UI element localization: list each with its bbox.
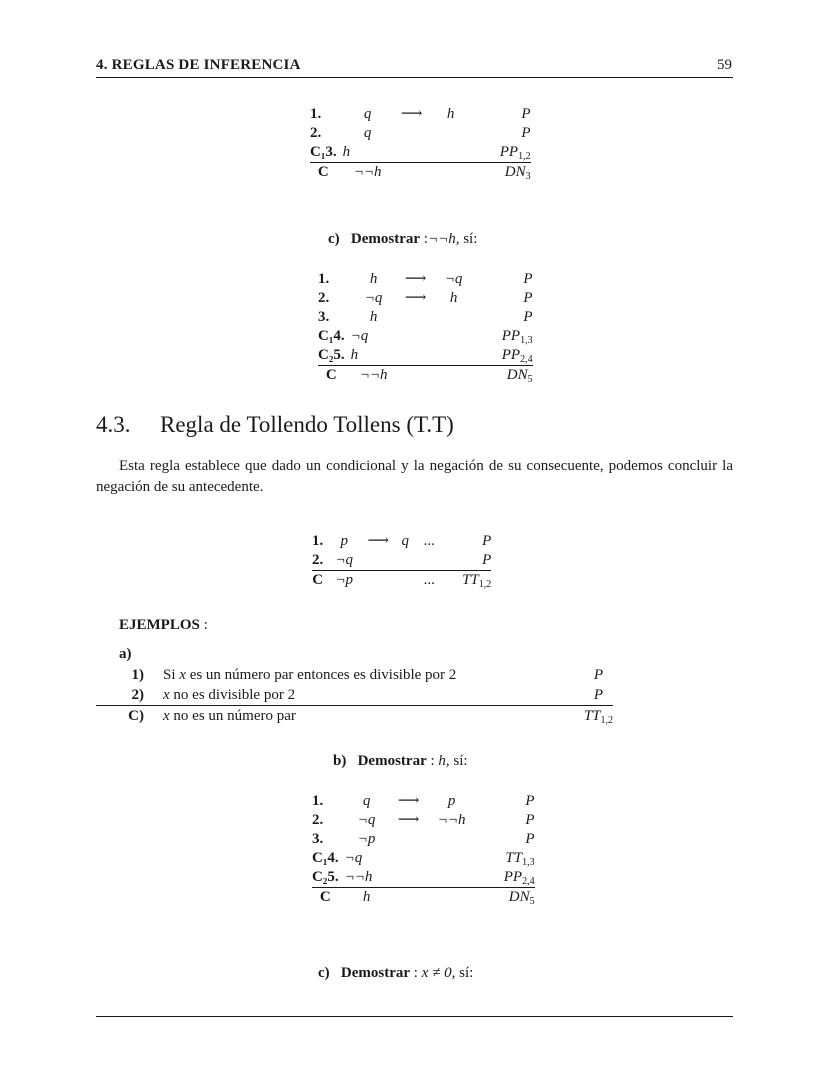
arrow-symbol [389,830,429,849]
line-number: 1. [310,106,322,122]
line-number: 1. [312,533,324,549]
derivation-1 [310,105,531,182]
formula-right [435,366,473,386]
formula-right [429,830,475,849]
formula-left: ¬¬h [345,868,389,888]
line-number: C₂5. [318,346,351,366]
line-number: C₁4. [318,328,345,344]
derivation-row [318,366,533,386]
justification: P [525,831,535,847]
line-number: C [317,164,329,180]
line-number: 2. [318,290,330,306]
derivation-row [310,124,531,143]
derivation-row [312,830,535,849]
derivation-row [312,811,535,830]
formula-right [431,143,471,163]
arrow-symbol [397,346,435,366]
section-number: 4.3. [96,412,131,437]
justification: $DN_3$ [504,164,531,182]
line-number: 1. [312,793,324,809]
justification: $TT_{1,2}$ [462,572,492,590]
ellipsis: ... [423,572,435,588]
examples-heading [119,617,208,634]
exercise-c2-prompt [318,965,473,982]
prompt-tail: , sí: [455,231,478,247]
formula-right [435,308,473,327]
formula-left: ¬q [350,328,369,344]
target-formula: ¬¬h [427,231,456,247]
statement-text: x no es un número par [163,708,296,724]
formula-right: ¬q [444,271,463,287]
formula-left: ¬q [344,850,363,866]
justification: P [523,309,533,325]
line-number: C₁4. [312,850,339,866]
tollendo-tollens-schema [312,532,491,590]
derivation-row [318,308,533,327]
arrow-symbol [397,366,435,386]
justification: P [445,551,491,571]
justification: P [525,812,535,828]
formula-left: q [363,125,372,141]
formula-right [429,849,475,868]
prompt-tail: , sí: [451,965,474,981]
derivation-row [318,270,533,289]
arrow-symbol [397,308,435,327]
premise-number: 1) [131,667,144,683]
justification: $PP_{2,4}$ [475,868,535,888]
line-number: C₂5. [312,868,345,888]
exercise-c-prompt [328,231,477,248]
formula-right [435,346,473,366]
arrow-symbol [389,888,429,908]
formula-right [435,327,473,346]
derivation-row [310,163,531,183]
formula-left: ¬q [357,812,376,828]
formula-left: ¬¬h [353,164,382,180]
arrow-symbol: ⟶ [404,271,427,287]
derivation-row [312,551,491,571]
formula-left: ¬p [357,831,376,847]
statement-text: x no es divisible por 2 [163,685,533,706]
line-number: 1. [318,271,330,287]
derivation-row [318,289,533,308]
line-number: C [312,572,324,588]
derivation-row [312,888,535,908]
arrow-symbol [359,551,397,571]
derivation-row [312,571,491,591]
colon: : [413,965,418,981]
justification: $DN_5$ [506,367,533,385]
derivation-row [310,105,531,124]
line-number: 2. [310,125,322,141]
justification: $PP_{2,4}$ [473,346,533,366]
derivation-row [310,143,531,163]
formula-right [397,571,413,591]
justification: P [533,685,613,706]
formula-left: h [369,309,378,325]
derivation-row [312,849,535,868]
running-header: 4. REGLAS DE INFERENCIA [96,57,301,73]
justification: $PP_{1,3}$ [501,328,533,346]
line-number: 2. [312,812,324,828]
example-a-label: a) [119,646,132,662]
derivation-2 [318,270,533,385]
formula-right [429,868,475,888]
arrow-symbol: ⟶ [397,812,420,828]
formula-right: h [449,290,458,306]
exercise-label: c) [328,231,340,247]
line-number: C₁3. [310,143,343,163]
argument-row [96,685,613,706]
examples-label: EJEMPLOS [119,617,200,633]
derivation-3 [312,792,535,907]
justification: P [521,106,531,122]
formula-right: p [447,793,456,809]
justification: $TT_{1,3}$ [505,850,535,868]
arrow-symbol: ⟶ [404,290,427,306]
arrow-symbol [389,849,429,868]
line-number: 3. [318,309,330,325]
justification: P [523,290,533,306]
demostrar-word: Demostrar [357,753,427,769]
line-number: 3. [312,831,324,847]
arrow-symbol: ⟶ [397,793,420,809]
formula-left: ¬q [329,551,359,571]
justification: P [525,793,535,809]
ellipsis: ... [423,533,435,549]
header-rule [96,77,733,78]
colon: : [423,231,428,247]
line-number: C [319,889,331,905]
justification: P [482,533,492,549]
justification: $TT_{1,2}$ [583,708,613,726]
formula-right [431,163,471,183]
formula-left: ¬p [335,572,354,588]
formula-left: p [340,533,348,549]
examples-colon: : [203,617,208,633]
justification: $DN_5$ [508,889,535,907]
example-a-argument [96,665,613,726]
line-number: 2. [312,551,329,571]
formula-left: ¬¬h [359,367,388,383]
colon: : [430,753,435,769]
exercise-label: b) [333,753,347,769]
conclusion-number: C) [128,708,144,724]
derivation-row [312,868,535,888]
justification: P [523,271,533,287]
arrow-symbol: ⟶ [367,533,389,549]
derivation-row [312,532,491,551]
statement-text: Si x es un número par entonces es divisible por 2 [163,667,457,683]
formula-right [431,124,471,143]
arrow-symbol [389,868,429,888]
derivation-row [312,792,535,811]
justification: $PP_{1,2}$ [471,143,531,163]
demostrar-word: Demostrar [350,231,421,247]
arrow-symbol [393,163,431,183]
formula-left: ¬q [364,290,383,306]
argument-row [96,665,613,685]
justification: P [593,667,603,683]
derivation-row [318,346,533,366]
formula-right [397,551,413,571]
formula-left: h [343,143,393,163]
section-title: Regla de Tollendo Tollens (T.T) [160,412,454,437]
formula-left: h [351,346,397,366]
page-number: 59 [717,57,732,73]
formula-left: h [369,271,378,287]
formula-right: h [446,106,455,122]
arrow-symbol [393,143,431,163]
footer-rule [96,1016,733,1017]
formula-left: h [362,889,371,905]
exercise-label: c) [318,965,330,981]
rule-description: Esta regla establece que dado un condicional y la negación de su consecuente, podemos concluir la negación de su antecedente. [96,458,733,495]
target-formula: h [438,753,446,769]
line-number: C [325,367,337,383]
section-heading [96,412,454,438]
formula-right [429,888,475,908]
formula-right: ¬¬h [437,812,466,828]
argument-row [96,706,613,727]
arrow-symbol [393,124,431,143]
prompt-tail: , sí: [445,753,468,769]
justification: P [521,125,531,141]
derivation-row [318,327,533,346]
arrow-symbol [397,327,435,346]
target-formula: x ≠ 0 [421,965,452,981]
exercise-b-prompt [333,753,468,770]
demostrar-word: Demostrar [340,965,411,981]
formula-left: q [363,106,372,122]
formula-left: q [362,793,371,809]
arrow-symbol [359,571,397,591]
arrow-symbol: ⟶ [400,106,423,122]
ellipsis [413,551,445,571]
formula-right: q [401,533,409,549]
premise-number: 2) [96,685,163,706]
